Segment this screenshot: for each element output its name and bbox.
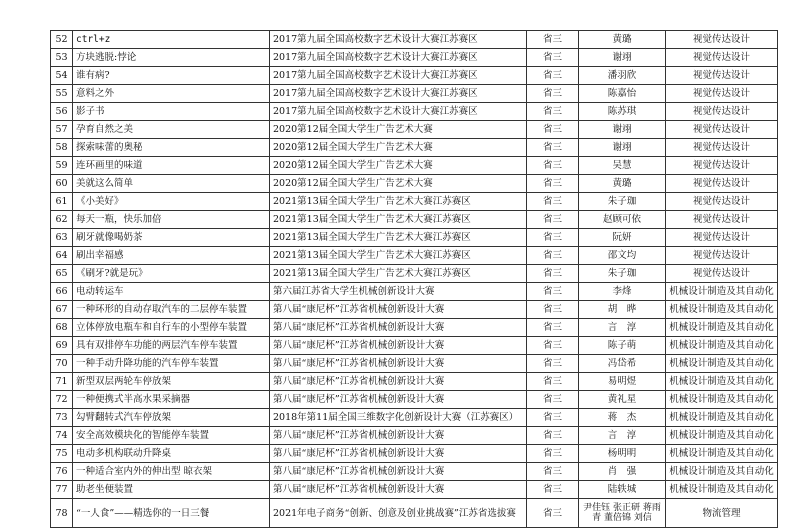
competition-name-cell: 2017第九届全国高校数字艺术设计大赛江苏赛区 [270, 103, 527, 121]
table-row [51, 409, 778, 427]
project-title-cell: 新型双层两轮车停放架 [73, 373, 270, 391]
project-title-cell: 探索味蕾的奥秘 [73, 139, 270, 157]
row-number-cell: 60 [51, 175, 73, 193]
competition-name-cell: 2021第13届全国大学生广告艺术大赛江苏赛区 [270, 229, 527, 247]
project-title-cell: 助老坐便装置 [73, 481, 270, 499]
row-number-cell: 74 [51, 427, 73, 445]
student-name-cell: 胡 晔 [579, 301, 666, 319]
row-number-cell: 54 [51, 67, 73, 85]
student-name-cell: 易明煜 [579, 373, 666, 391]
award-level-cell: 省三 [527, 337, 579, 355]
table-row [51, 85, 778, 103]
table-row [51, 427, 778, 445]
row-number-cell: 69 [51, 337, 73, 355]
project-title-cell: 《刷牙?就是玩》 [73, 265, 270, 283]
competition-name-cell: 2020第12届全国大学生广告艺术大赛 [270, 175, 527, 193]
award-level-cell: 省三 [527, 373, 579, 391]
award-level-cell: 省三 [527, 31, 579, 49]
student-name-cell: 冯岱希 [579, 355, 666, 373]
table-row [51, 139, 778, 157]
competition-name-cell: 第八届“康尼杯”江苏省机械创新设计大赛 [270, 391, 527, 409]
table-row [51, 319, 778, 337]
award-level-cell: 省三 [527, 193, 579, 211]
student-name-cell: 蒋 杰 [579, 409, 666, 427]
table-row [51, 211, 778, 229]
row-number-cell: 71 [51, 373, 73, 391]
table-row [51, 373, 778, 391]
row-number-cell: 61 [51, 193, 73, 211]
project-title-cell: 具有双排停车功能的两层汽车停车装置 [73, 337, 270, 355]
row-number-cell: 53 [51, 49, 73, 67]
awards-table-body [51, 31, 778, 528]
award-level-cell: 省三 [527, 445, 579, 463]
major-category-cell: 机械设计制造及其自动化 [666, 337, 778, 355]
competition-name-cell: 2017第九届全国高校数字艺术设计大赛江苏赛区 [270, 85, 527, 103]
student-name-cell: 杨明明 [579, 445, 666, 463]
awards-table [50, 30, 778, 528]
major-category-cell: 视觉传达设计 [666, 265, 778, 283]
award-level-cell: 省三 [527, 85, 579, 103]
row-number-cell: 72 [51, 391, 73, 409]
competition-name-cell: 第八届“康尼杯”江苏省机械创新设计大赛 [270, 301, 527, 319]
competition-name-cell: 第八届“康尼杯”江苏省机械创新设计大赛 [270, 481, 527, 499]
table-row [51, 103, 778, 121]
major-category-cell: 机械设计制造及其自动化 [666, 463, 778, 481]
student-name-cell: 陈嘉怡 [579, 85, 666, 103]
student-name-cell: 尹佳钰 张正研 蒋雨青 董倍锦 刘信 [579, 499, 666, 528]
project-title-cell: 谁有病? [73, 67, 270, 85]
award-level-cell: 省三 [527, 139, 579, 157]
major-category-cell: 机械设计制造及其自动化 [666, 409, 778, 427]
competition-name-cell: 2020第12届全国大学生广告艺术大赛 [270, 121, 527, 139]
project-title-cell: 一种手动升降功能的汽车停车装置 [73, 355, 270, 373]
award-level-cell: 省三 [527, 355, 579, 373]
row-number-cell: 67 [51, 301, 73, 319]
student-name-cell: 朱子珈 [579, 193, 666, 211]
competition-name-cell: 2021年电子商务“创新、创意及创业挑战赛”江苏省选拔赛 [270, 499, 527, 528]
student-name-cell: 陆轶城 [579, 481, 666, 499]
project-title-cell: “一人食”——精选你的一日三餐 [73, 499, 270, 528]
major-category-cell: 机械设计制造及其自动化 [666, 355, 778, 373]
project-title-cell: 每天一瓶，快乐加倍 [73, 211, 270, 229]
competition-name-cell: 2021第13届全国大学生广告艺术大赛江苏赛区 [270, 211, 527, 229]
major-category-cell: 视觉传达设计 [666, 31, 778, 49]
row-number-cell: 65 [51, 265, 73, 283]
award-level-cell: 省三 [527, 229, 579, 247]
project-title-cell: 意料之外 [73, 85, 270, 103]
row-number-cell: 62 [51, 211, 73, 229]
project-title-cell: 影子书 [73, 103, 270, 121]
table-row [51, 355, 778, 373]
table-row [51, 337, 778, 355]
row-number-cell: 52 [51, 31, 73, 49]
table-row [51, 49, 778, 67]
award-level-cell: 省三 [527, 427, 579, 445]
table-row [51, 157, 778, 175]
major-category-cell: 视觉传达设计 [666, 193, 778, 211]
competition-name-cell: 2021第13届全国大学生广告艺术大赛江苏赛区 [270, 193, 527, 211]
competition-name-cell: 2020第12届全国大学生广告艺术大赛 [270, 139, 527, 157]
project-title-cell: 美就这么简单 [73, 175, 270, 193]
row-number-cell: 66 [51, 283, 73, 301]
student-name-cell: 陈苏琪 [579, 103, 666, 121]
competition-name-cell: 2021第13届全国大学生广告艺术大赛江苏赛区 [270, 265, 527, 283]
award-level-cell: 省三 [527, 301, 579, 319]
project-title-cell: 勾臂翻转式汽车停放架 [73, 409, 270, 427]
award-level-cell: 省三 [527, 49, 579, 67]
major-category-cell: 机械设计制造及其自动化 [666, 319, 778, 337]
award-level-cell: 省三 [527, 103, 579, 121]
project-title-cell: 一种适合室内外的伸出型 晾衣架 [73, 463, 270, 481]
major-category-cell: 视觉传达设计 [666, 139, 778, 157]
table-row [51, 301, 778, 319]
competition-name-cell: 第八届“康尼杯”江苏省机械创新设计大赛 [270, 427, 527, 445]
row-number-cell: 76 [51, 463, 73, 481]
student-name-cell: 邵文均 [579, 247, 666, 265]
award-level-cell: 省三 [527, 247, 579, 265]
table-row [51, 445, 778, 463]
table-row [51, 499, 778, 528]
student-name-cell: 吴慧 [579, 157, 666, 175]
table-row [51, 481, 778, 499]
award-level-cell: 省三 [527, 121, 579, 139]
row-number-cell: 63 [51, 229, 73, 247]
table-row [51, 391, 778, 409]
table-row [51, 193, 778, 211]
row-number-cell: 56 [51, 103, 73, 121]
project-title-cell: 《小美好》 [73, 193, 270, 211]
major-category-cell: 视觉传达设计 [666, 157, 778, 175]
competition-name-cell: 2020第12届全国大学生广告艺术大赛 [270, 157, 527, 175]
student-name-cell: 潘羽欣 [579, 67, 666, 85]
student-name-cell: 黄礼星 [579, 391, 666, 409]
competition-name-cell: 第八届“康尼杯”江苏省机械创新设计大赛 [270, 463, 527, 481]
award-level-cell: 省三 [527, 265, 579, 283]
competition-name-cell: 2018年第11届全国三维数字化创新设计大赛（江苏赛区） [270, 409, 527, 427]
project-title-cell: 安全高效模块化的智能停车装置 [73, 427, 270, 445]
project-title-cell: 连环画里的味道 [73, 157, 270, 175]
competition-name-cell: 第八届“康尼杯”江苏省机械创新设计大赛 [270, 319, 527, 337]
row-number-cell: 64 [51, 247, 73, 265]
major-category-cell: 视觉传达设计 [666, 247, 778, 265]
student-name-cell: 黄璐 [579, 31, 666, 49]
major-category-cell: 视觉传达设计 [666, 67, 778, 85]
project-title-cell: 电动转运车 [73, 283, 270, 301]
student-name-cell: 李烽 [579, 283, 666, 301]
table-row [51, 121, 778, 139]
student-name-cell: 言 淳 [579, 319, 666, 337]
major-category-cell: 视觉传达设计 [666, 103, 778, 121]
table-row [51, 265, 778, 283]
competition-name-cell: 第八届“康尼杯”江苏省机械创新设计大赛 [270, 373, 527, 391]
table-row [51, 229, 778, 247]
award-level-cell: 省三 [527, 211, 579, 229]
row-number-cell: 55 [51, 85, 73, 103]
major-category-cell: 机械设计制造及其自动化 [666, 427, 778, 445]
student-name-cell: 肖 强 [579, 463, 666, 481]
student-name-cell: 朱子珈 [579, 265, 666, 283]
row-number-cell: 73 [51, 409, 73, 427]
competition-name-cell: 2017第九届全国高校数字艺术设计大赛江苏赛区 [270, 67, 527, 85]
major-category-cell: 视觉传达设计 [666, 211, 778, 229]
competition-name-cell: 第八届“康尼杯”江苏省机械创新设计大赛 [270, 355, 527, 373]
award-level-cell: 省三 [527, 319, 579, 337]
project-title-cell: 电动多机构联动升降桌 [73, 445, 270, 463]
major-category-cell: 机械设计制造及其自动化 [666, 301, 778, 319]
major-category-cell: 机械设计制造及其自动化 [666, 373, 778, 391]
row-number-cell: 70 [51, 355, 73, 373]
project-title-cell: 一种便携式半高水果采摘器 [73, 391, 270, 409]
row-number-cell: 58 [51, 139, 73, 157]
student-name-cell: 谢翊 [579, 49, 666, 67]
table-row [51, 175, 778, 193]
table-row [51, 247, 778, 265]
award-level-cell: 省三 [527, 283, 579, 301]
table-row [51, 67, 778, 85]
award-level-cell: 省三 [527, 463, 579, 481]
student-name-cell: 谢翊 [579, 139, 666, 157]
project-title-cell: 孕育自然之美 [73, 121, 270, 139]
award-level-cell: 省三 [527, 481, 579, 499]
project-title-cell: ctrl+z [73, 31, 270, 49]
student-name-cell: 黄璐 [579, 175, 666, 193]
competition-name-cell: 第六届江苏省大学生机械创新设计大赛 [270, 283, 527, 301]
award-level-cell: 省三 [527, 499, 579, 528]
major-category-cell: 视觉传达设计 [666, 85, 778, 103]
competition-name-cell: 第八届“康尼杯”江苏省机械创新设计大赛 [270, 445, 527, 463]
award-level-cell: 省三 [527, 391, 579, 409]
major-category-cell: 机械设计制造及其自动化 [666, 445, 778, 463]
row-number-cell: 77 [51, 481, 73, 499]
major-category-cell: 物流管理 [666, 499, 778, 528]
competition-name-cell: 2017第九届全国高校数字艺术设计大赛江苏赛区 [270, 49, 527, 67]
student-name-cell: 赵顾可依 [579, 211, 666, 229]
major-category-cell: 视觉传达设计 [666, 175, 778, 193]
project-title-cell: 一种环形的自动存取汽车的二层停车装置 [73, 301, 270, 319]
award-level-cell: 省三 [527, 67, 579, 85]
competition-name-cell: 第八届“康尼杯”江苏省机械创新设计大赛 [270, 337, 527, 355]
student-name-cell: 阮妍 [579, 229, 666, 247]
award-level-cell: 省三 [527, 409, 579, 427]
major-category-cell: 视觉传达设计 [666, 49, 778, 67]
table-row [51, 31, 778, 49]
competition-name-cell: 2021第13届全国大学生广告艺术大赛江苏赛区 [270, 247, 527, 265]
table-row [51, 463, 778, 481]
award-level-cell: 省三 [527, 157, 579, 175]
project-title-cell: 立体停放电瓶车和自行车的小型停车装置 [73, 319, 270, 337]
row-number-cell: 59 [51, 157, 73, 175]
student-name-cell: 谢翊 [579, 121, 666, 139]
competition-name-cell: 2017第九届全国高校数字艺术设计大赛江苏赛区 [270, 31, 527, 49]
major-category-cell: 机械设计制造及其自动化 [666, 481, 778, 499]
award-level-cell: 省三 [527, 175, 579, 193]
major-category-cell: 机械设计制造及其自动化 [666, 391, 778, 409]
row-number-cell: 75 [51, 445, 73, 463]
row-number-cell: 68 [51, 319, 73, 337]
student-name-cell: 言 淳 [579, 427, 666, 445]
major-category-cell: 机械设计制造及其自动化 [666, 283, 778, 301]
project-title-cell: 方块逃脱:悖论 [73, 49, 270, 67]
table-row [51, 283, 778, 301]
major-category-cell: 视觉传达设计 [666, 121, 778, 139]
row-number-cell: 78 [51, 499, 73, 528]
project-title-cell: 刷出幸福感 [73, 247, 270, 265]
student-name-cell: 陈子萌 [579, 337, 666, 355]
major-category-cell: 视觉传达设计 [666, 229, 778, 247]
project-title-cell: 刷牙就像喝奶茶 [73, 229, 270, 247]
row-number-cell: 57 [51, 121, 73, 139]
